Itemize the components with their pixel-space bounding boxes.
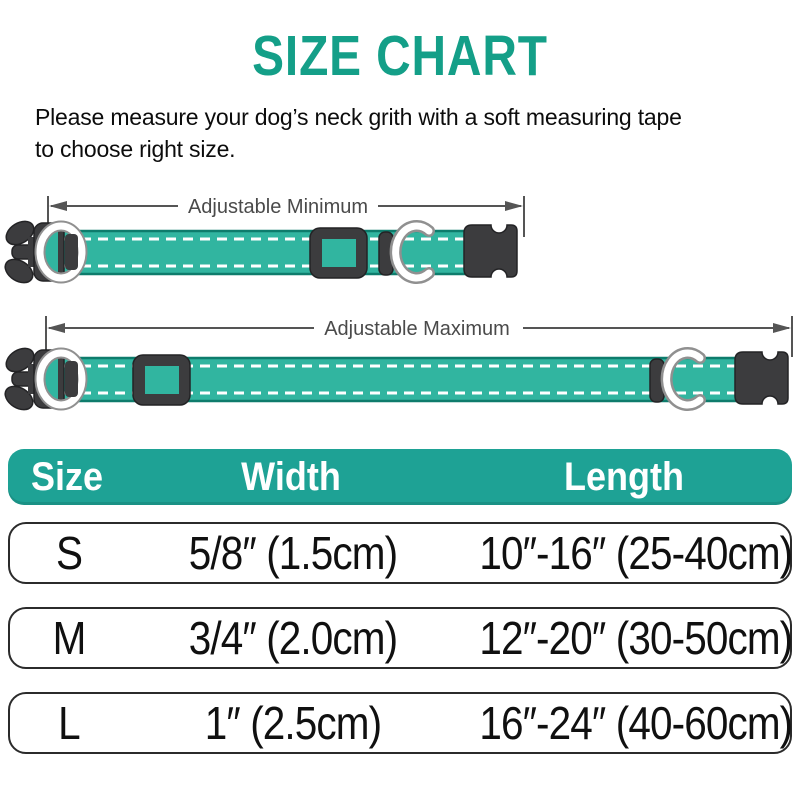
arrow-left-icon xyxy=(47,323,65,333)
collar-maximum-illustration xyxy=(1,344,788,415)
arrow-left-icon xyxy=(49,201,67,211)
cell-size: M xyxy=(52,612,86,664)
subtitle xyxy=(35,101,682,165)
collar-diagrams xyxy=(0,185,800,435)
subtitle-line-1: Please measure your dog’s neck grith with a soft measuring tape xyxy=(35,104,682,130)
adjustable-minimum-label: Adjustable Minimum xyxy=(187,196,369,218)
collar-band xyxy=(58,231,470,274)
table-row-large xyxy=(8,692,792,754)
subtitle-line-2: to choose right size. xyxy=(35,136,236,162)
cell-length: 12″-20″ (30-50cm) xyxy=(479,612,793,664)
side-release-buckle-icon xyxy=(1,217,82,288)
table-row-small xyxy=(8,522,792,584)
arrow-right-icon xyxy=(505,201,523,211)
page-title xyxy=(0,26,800,86)
table-header xyxy=(8,449,792,505)
page-title-text: SIZE CHART xyxy=(252,24,548,88)
buckle-clasp-icon xyxy=(464,225,517,277)
header-length: Length xyxy=(564,454,684,499)
header-width: Width xyxy=(241,454,341,499)
adjustable-maximum-label: Adjustable Maximum xyxy=(324,318,510,340)
buckle-clasp-icon xyxy=(735,352,788,404)
cell-size: S xyxy=(55,527,83,579)
cell-width: 3/4″ (2.0cm) xyxy=(188,612,398,664)
cell-width: 5/8″ (1.5cm) xyxy=(188,527,398,579)
arrow-right-icon xyxy=(773,323,791,333)
tri-glide-slider-icon xyxy=(133,355,190,405)
side-release-buckle-icon xyxy=(1,344,82,415)
cell-length: 10″-16″ (25-40cm) xyxy=(479,527,793,579)
cell-size: L xyxy=(58,697,80,749)
tri-glide-slider-icon xyxy=(310,228,367,278)
cell-length: 16″-24″ (40-60cm) xyxy=(479,697,793,749)
cell-width: 1″ (2.5cm) xyxy=(204,697,382,749)
collar-minimum-illustration xyxy=(1,217,517,288)
header-size: Size xyxy=(30,454,104,499)
table-row-medium xyxy=(8,607,792,669)
